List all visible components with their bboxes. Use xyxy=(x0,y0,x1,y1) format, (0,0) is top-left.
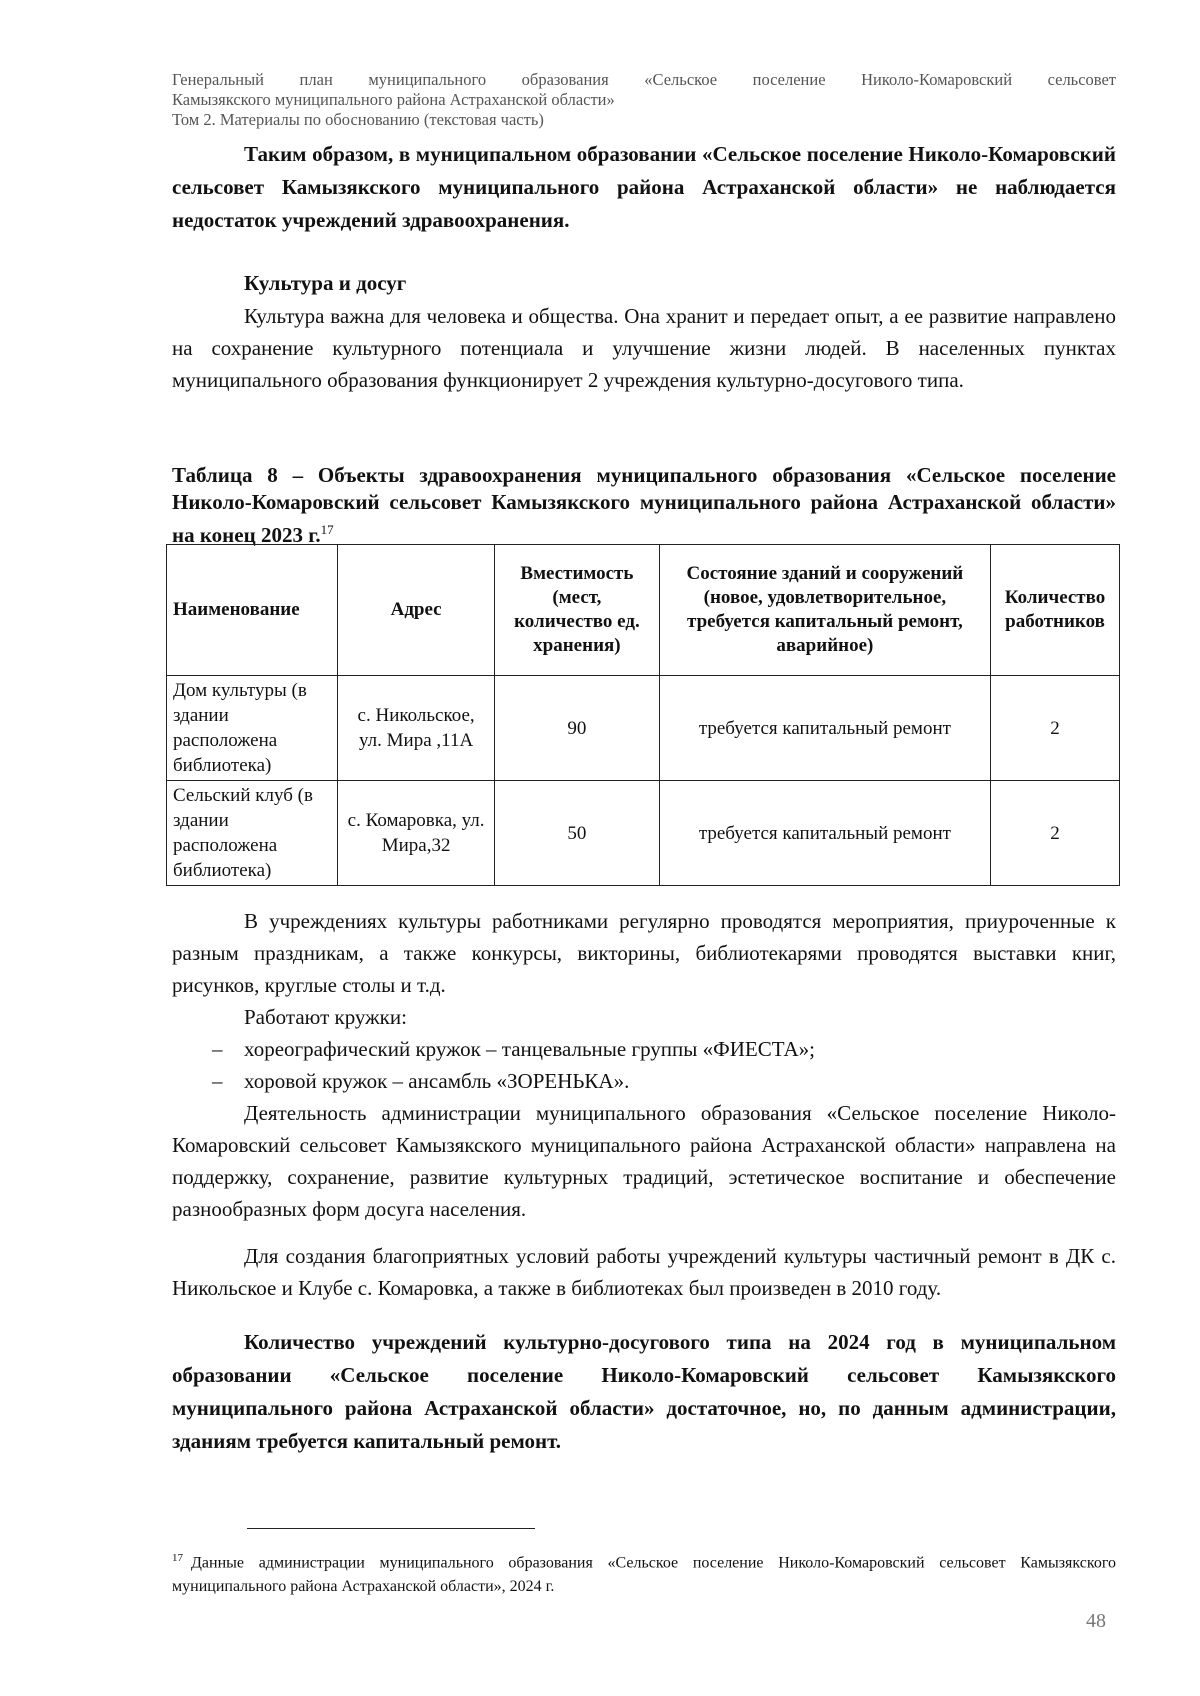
footnote xyxy=(172,1546,1116,1599)
col-header-address: Адрес xyxy=(338,545,495,676)
list-item xyxy=(172,1033,1116,1065)
club-text: хореографический кружок – танцевальные группы «ФИЕСТА»; xyxy=(244,1037,816,1061)
footnote-text: Данные администрации муниципального образования «Сельское поселение Николо-Комаровский сельсовет Камызякского муниципального района Астраханской области», 2024 г. xyxy=(172,1554,1116,1596)
culture-facilities-table xyxy=(166,544,1120,886)
list-dash: – xyxy=(212,1037,223,1061)
cell-address: с. Никольское, ул. Мира ,11А xyxy=(338,676,495,781)
cell-condition: требуется капитальный ремонт xyxy=(659,676,990,781)
page-header xyxy=(172,70,1116,130)
header-line-2: Камызякского муниципального района Астраханской области» xyxy=(172,90,615,109)
cell-condition: требуется капитальный ремонт xyxy=(659,781,990,886)
page-number: 48 xyxy=(1086,1610,1106,1632)
table-header-row xyxy=(167,545,1120,676)
clubs-list xyxy=(172,1033,1116,1097)
table-row xyxy=(167,781,1120,886)
col-header-workers: Количество работников xyxy=(991,545,1120,676)
table-row xyxy=(167,676,1120,781)
header-line-3: Том 2. Материалы по обоснованию (текстовая часть) xyxy=(172,110,544,129)
club-text: хоровой кружок – ансамбль «ЗОРЕНЬКА». xyxy=(244,1069,630,1093)
list-dash: – xyxy=(212,1069,223,1093)
events-paragraph: В учреждениях культуры работниками регулярно проводятся мероприятия, приуроченные к разным праздникам, а также конкурсы, викторины, библиотекарями проводятся выставки книг, рисунков, круглые столы и т.д. xyxy=(172,909,1116,997)
footnote-number: 17 xyxy=(172,1552,183,1564)
footnote-divider xyxy=(247,1528,535,1529)
culture-conclusion: Количество учреждений культурно-досугового типа на 2024 год в муниципальном образовании «Сельское поселение Николо-Комаровский сельсовет Камызякского муниципального района Астраханской области» достаточное, но, по данным администрации, зданиям требуется капитальный ремонт. xyxy=(172,1330,1116,1453)
footnote-ref: 17 xyxy=(320,522,334,537)
activity-paragraph: Деятельность администрации муниципального образования «Сельское поселение Николо-Комаровский сельсовет Камызякского муниципального района Астраханской области» направлена на поддержку, сохранение, развитие культурных традиций, эстетическое воспитание и обеспечение разнообразных форм досуга населения. xyxy=(172,1101,1116,1221)
cell-name: Сельский клуб (в здании расположена библиотека) xyxy=(167,781,338,886)
cell-workers: 2 xyxy=(991,781,1120,886)
col-header-capacity: Вместимость (мест, количество ед. хранения) xyxy=(495,545,660,676)
table-caption xyxy=(172,462,1116,549)
cell-capacity: 50 xyxy=(495,781,660,886)
repair-paragraph: Для создания благоприятных условий работы учреждений культуры частичный ремонт в ДК с. Никольское и Клубе с. Комаровка, а также в библиотеках был произведен в 2010 году. xyxy=(172,1244,1116,1300)
col-header-name: Наименование xyxy=(167,545,338,676)
header-line-1: Генеральный план муниципального образования «Сельское поселение Николо-Комаровский сельсовет xyxy=(172,70,1116,89)
list-item xyxy=(172,1065,1116,1097)
cell-capacity: 90 xyxy=(495,676,660,781)
health-conclusion: Таким образом, в муниципальном образовании «Сельское поселение Николо-Комаровский сельсовет Камызякского муниципального района Астраханской области» не наблюдается недостаток учреждений здравоохранения. xyxy=(172,142,1116,232)
col-header-condition: Состояние зданий и сооружений (новое, удовлетворительное, требуется капитальный ремонт, аварийное) xyxy=(659,545,990,676)
clubs-intro: Работают кружки: xyxy=(244,1005,407,1029)
cell-workers: 2 xyxy=(991,676,1120,781)
cell-address: с. Комаровка, ул. Мира,32 xyxy=(338,781,495,886)
culture-text-block xyxy=(172,905,1116,1225)
cell-name: Дом культуры (в здании расположена библиотека) xyxy=(167,676,338,781)
table-caption-text: Таблица 8 – Объекты здравоохранения муниципального образования «Сельское поселение Николо-Комаровский сельсовет Камызякского муниципального района Астраханской области» на конец 2023 г. xyxy=(172,463,1116,547)
section-title: Культура и досуг xyxy=(244,271,407,295)
intro-paragraph: Культура важна для человека и общества. Она хранит и передает опыт, а ее развитие направлено на сохранение культурного потенциала и улучшение жизни людей. В населенных пунктах муниципального образования функционирует 2 учреждения культурно-досугового типа. xyxy=(172,304,1116,392)
